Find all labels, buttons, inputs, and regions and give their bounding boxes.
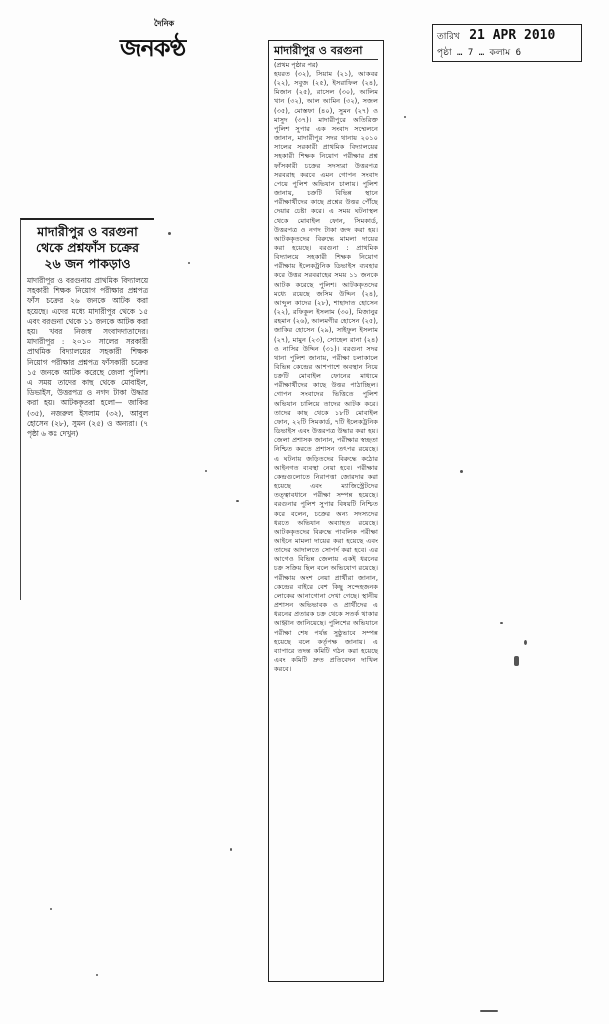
scan-speck [480, 1010, 498, 1012]
scan-speck [205, 470, 207, 472]
clipping-front-body: মাদারীপুর ও বরগুনায় প্রাথমিক বিদ্যালয়ে সহকারী শিক্ষক নিয়োগ পরীক্ষার প্রশ্নপত্র ফাঁস চক্রের ২৬ জনকে আটক করা হয়েছে। এদের মধ্যে মাদারীপুর থেকে ১৫ এবং বরগুনা থেকে ১১ জনকে আটক করা হয়। খবর নিজস্ব সংবাদদাতাদের। মাদারীপুর : ২০১০ সালের সরকারী প্রাথমিক বিদ্যালয়ের সহকারী শিক্ষক নিয়োগ পরীক্ষার প্রশ্নপত্র ফাঁসকারী চক্রের ১৫ জনকে আটক করেছে জেলা পুলিশ। এ সময় তাদের কাছ থেকে মোবাইল, ডিভাইস, উত্তরপত্র ও নগদ টাকা উদ্ধার করা হয়। আটককৃতরা হলো— জাকির (৩৫), নজরুল ইসলাম (৩২), আবুল হোসেন (২৮), সুমন (২৫) ও অন্যরা। (৭ পৃষ্ঠা ৬ কঃ দেখুন) [27, 276, 148, 439]
scan-speck [230, 848, 232, 851]
scan-speck [188, 262, 190, 264]
scan-speck [514, 656, 519, 666]
scan-speck [50, 908, 52, 910]
clipping-front-headline: মাদারীপুর ও বরগুনা থেকে প্রশ্নফাঁস চক্রের ২৬ জন পাকড়াও [36, 224, 139, 271]
newspaper-masthead [120, 18, 230, 68]
scan-speck [404, 116, 406, 118]
scan-speck [500, 622, 503, 624]
stamp-page-value: 7 [467, 48, 474, 58]
stamp-date-row [437, 28, 555, 44]
news-clipping-continued [268, 40, 384, 982]
scan-speck [168, 232, 171, 235]
stamp-date-value: 21 APR 2010 [469, 28, 556, 43]
scan-speck [460, 470, 463, 473]
masthead-prefix: দৈনিক [154, 19, 175, 28]
clipping-continued-headline: মাদারীপুর ও বরগুনা [274, 44, 378, 60]
stamp-column-value: 6 [515, 48, 522, 58]
masthead-title: জনকণ্ঠ [120, 33, 186, 62]
scan-speck [96, 974, 98, 976]
news-clipping-front [20, 218, 154, 600]
scan-speck [236, 500, 239, 502]
clipping-continued-body: হযরত (৩২), সিয়াম (২১), আকবর (২২), সবুজ (২৫), ইসরাফিল (২৪), মিজান (২৫), রাসেল (৩০), আলিম খান (৩২), আল আমিন (৩২), সজল (৩৫), মোস্তফা (৪০), সুমন (২৭) ও মাসুদ (৩৭)। মাদারীপুরে অতিরিক্ত পুলিশ সুপার এক সংবাদ সম্মেলনে জানান, মাদারীপুর সদর থানায় ২০১০ সালের সরকারী প্রাথমিক বিদ্যালয়ের সহকারী শিক্ষক নিয়োগ পরীক্ষার প্রশ্ন ফাঁসকারী চক্রের সদস্যরা উত্তরপত্র সরবরাহ করবে এমন গোপন সংবাদ পেয়ে পুলিশ অভিযান চালায়। পুলিশ জানায়, চক্রটি বিভিন্ন স্থানে পরীক্ষার্থীদের কাছে প্রশ্নের উত্তর পৌঁছে দেয়ার চেষ্টা করে। এ সময় ঘটনাস্থল থেকে মোবাইল ফোন, সিমকার্ড, উত্তরপত্র ও নগদ টাকা জব্দ করা হয়। আটককৃতদের বিরুদ্ধে মামলা দায়ের করা হয়েছে। বরগুনা : প্রাথমিক বিদ্যালয়ে সহকারী শিক্ষক নিয়োগ পরীক্ষায় ইলেকট্রনিক ডিভাইস ব্যবহার করে উত্তর সরবরাহের সময় ১১ জনকে আটক করেছে পুলিশ। আটককৃতদের মধ্যে রয়েছে জসিম উদ্দিন (২৪), আব্দুল কাদের (২৮), শাহাদাত হোসেন (২২), রফিকুল ইসলাম (৩০), মিজানুর রহমান (২৬), আলমগীর হোসেন (২৫), জাকির হোসেন (২৯), সাইফুল ইসলাম (২৭), মামুন (২৩), সোহেল রানা (২৪) ও নাসির উদ্দিন (৩১)। বরগুনা সদর থানা পুলিশ জানায়, পরীক্ষা চলাকালে বিভিন্ন কেন্দ্রের আশপাশে অবস্থান নিয়ে চক্রটি মোবাইল ফোনের মাধ্যমে পরীক্ষার্থীদের কাছে উত্তর পাঠাচ্ছিল। গোপন সংবাদের ভিত্তিতে পুলিশ অভিযান চালিয়ে তাদের আটক করে। তাদের কাছ থেকে ১৮টি মোবাইল ফোন, ২২টি সিমকার্ড, ৭টি ইলেকট্রনিক ডিভাইস এবং উত্তরপত্র উদ্ধার করা হয়। জেলা প্রশাসক জানান, পরীক্ষার স্বচ্ছতা নিশ্চিত করতে প্রশাসন তৎপর রয়েছে। এ ঘটনায় জড়িতদের বিরুদ্ধে কঠোর আইনগত ব্যবস্থা নেয়া হবে। পরীক্ষার কেন্দ্রগুলোতে নিরাপত্তা জোরদার করা হয়েছে এবং ম্যাজিস্ট্রেটদের তত্ত্বাবধানে পরীক্ষা সম্পন্ন হয়েছে। বরগুনার পুলিশ সুপার বিষয়টি নিশ্চিত করে বলেন, চক্রের অন্য সদস্যদের ধরতে অভিযান অব্যাহত রয়েছে। আটককৃতদের বিরুদ্ধে পাবলিক পরীক্ষা আইনে মামলা দায়ের করা হয়েছে এবং তাদের আদালতে সোপর্দ করা হবে। এর আগেও বিভিন্ন জেলায় একই ধরনের চক্র সক্রিয় ছিল বলে অভিযোগ রয়েছে। পরীক্ষায় অংশ নেয়া প্রার্থীরা জানান, কেন্দ্রের বাইরে বেশ কিছু সন্দেহজনক লোকের আনাগোনা দেখা গেছে। স্থানীয় প্রশাসন অভিভাবক ও প্রার্থীদের এ ধরনের প্রতারক চক্র থেকে সতর্ক থাকার আহ্বান জানিয়েছে। পুলিশের অভিযানে পরীক্ষা শেষ পর্যন্ত সুষ্ঠুভাবে সম্পন্ন হয়েছে বলে কর্তৃপক্ষ জানায়। এ ব্যাপারে তদন্ত কমিটি গঠন করা হয়েছে এবং কমিটি দ্রুত প্রতিবেদন দাখিল করবে। [274, 70, 378, 674]
stamp-page-label: পৃষ্ঠা [437, 48, 452, 58]
scan-speck [524, 640, 527, 645]
date-stamp [432, 24, 582, 62]
stamp-page-row: পৃষ্ঠা … 7 … কলাম 6 [437, 48, 522, 58]
stamp-column-label: কলাম [489, 48, 511, 58]
clipping-continued-dateline: (প্রথম পৃষ্ঠার পর) [274, 61, 318, 69]
stamp-date-label: তারিখ [437, 32, 460, 42]
